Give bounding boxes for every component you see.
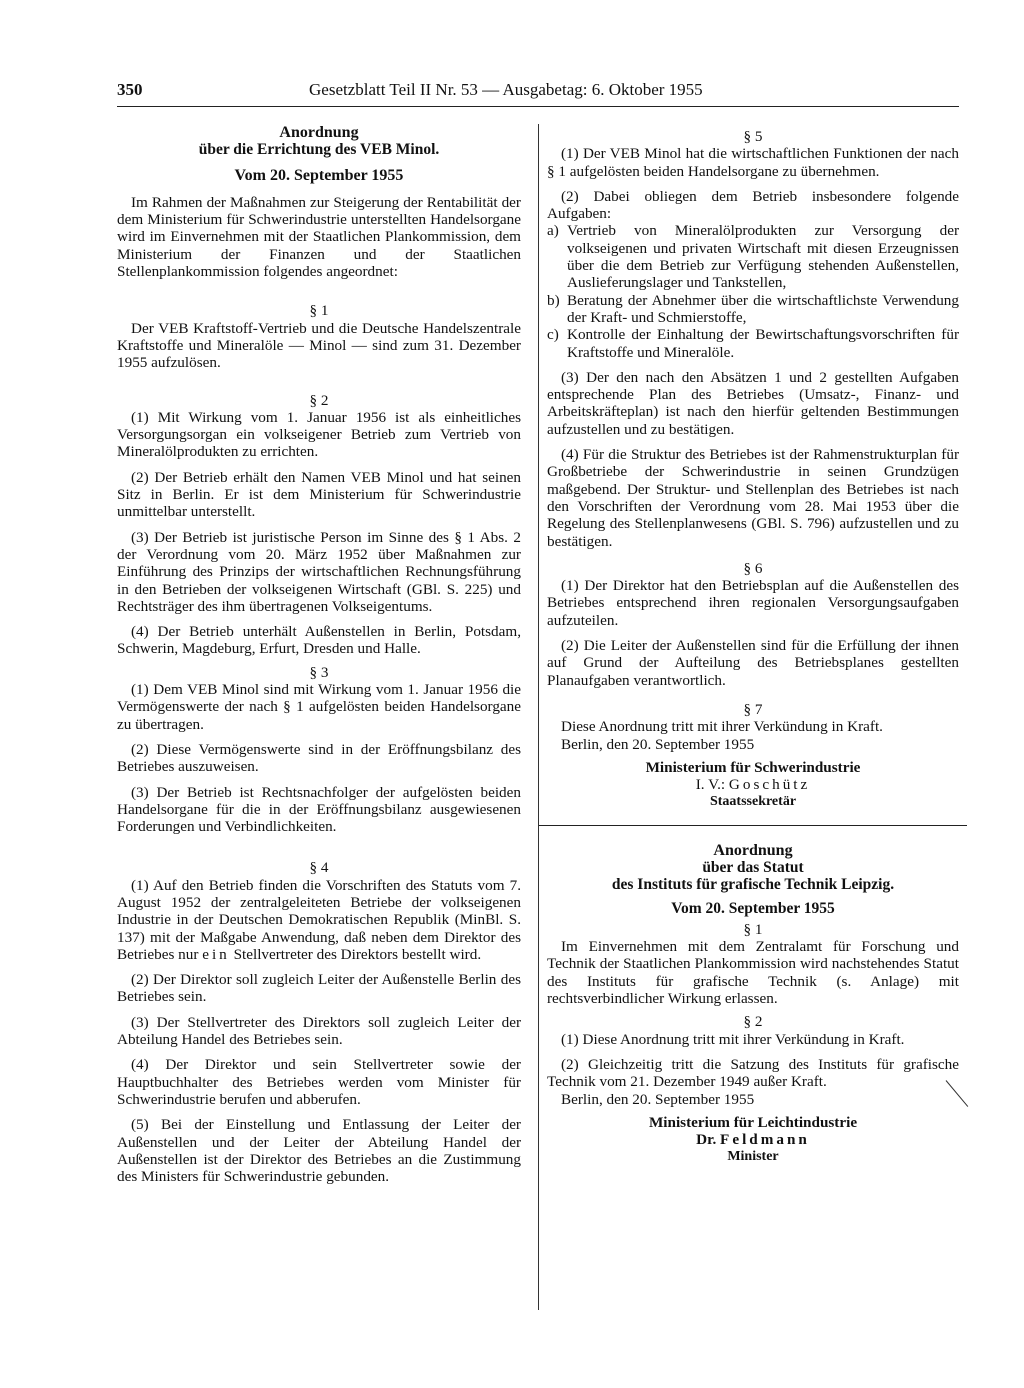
paragraph: (1) Auf den Betrieb finden die Vorschriften des Statuts vom 7. August 1952 der zentralgeleiteten Betriebe der volkseigenen Industrie in der Deutschen Demokratischen Republik (MinBl. S. 137) mit der Maßgabe Anwendung, daß neben dem Direktor des Betriebes nur ein Stellvertreter des Direktors bestellt wird. (117, 876, 521, 963)
paragraph: (1) Mit Wirkung vom 1. Januar 1956 ist als einheitliches Versorgungsorgan ein volkseigener Betrieb zum Vertrieb von Mineralölprodukten zu errichten. (117, 408, 521, 461)
paragraph: (4) Der Direktor und sein Stellvertreter sowie der Hauptbuchhalter des Betriebes werden vom Minister für Schwerindustrie berufen und abberufen. (117, 1056, 521, 1108)
paragraph: (2) Der Betrieb erhält den Namen VEB Minol und hat seinen Sitz in Berlin. Er ist dem Ministerium für Schwerindustrie unmittelbar unterstellt. (117, 468, 521, 521)
paragraph: (3) Der den nach den Absätzen 1 und 2 gestellten Aufgaben entsprechende Plan des Betriebes (Umsatz-, Finanz- und Arbeitskräfteplan) ist nach den hierfür geltenden Bestimmungen aufzustellen und zu bestätigen. (547, 368, 959, 438)
list-item: a) Vertrieb von Mineralölprodukten zur Versorgung der volkseigenen und privaten Wirtschaft mit diesen Erzeugnissen über die dem Betrieb zur Verfügung stehenden Außenstellen, Auslieferungslager und Tankstellen, (547, 222, 959, 292)
header-rule (117, 106, 959, 107)
right-column (547, 124, 959, 1166)
paragraph: (2) Diese Vermögenswerte sind in der Eröffnungsbilanz des Betriebes auszuweisen. (117, 740, 521, 776)
paragraph: (1) Der Direktor hat den Betriebsplan auf die Außenstellen des Betriebes entsprechend ihren regionalen Versorgungsaufgaben aufzuteilen. (547, 577, 959, 629)
ordinance-subject-line2: des Instituts für grafische Technik Leipzig. (611, 876, 895, 894)
paragraph: (1) Der VEB Minol hat die wirtschaftlichen Funktionen der nach § 1 aufgelösten beiden Handelsorgane zu übernehmen. (547, 145, 959, 180)
signer: I. V.: Goschütz (695, 776, 811, 794)
preamble: Im Rahmen der Maßnahmen zur Steigerung der Rentabilität der dem Ministerium für Schwerindustrie unterstellten Handelsorgane wird im Einvernehmen mit der Staatlichen Plankommission, dem Ministerium der Finanzen und der Staatlichen Stellenplankommission folgendes angeordnet: (117, 193, 521, 281)
paragraph: (4) Für die Struktur des Betriebes ist der Rahmenstrukturplan für Großbetriebe der Schwerindustrie in seinen Grundzügen maßgebend. Der Struktur- und Stellenplan des Betriebes ist nach den Vorschriften der Verordnung vom 28. Mai 1953 über die Regelung des Stellenplanwesens (GBl. S. 796) aufzustellen und zu bestätigen. (547, 446, 959, 550)
paragraph: (1) Diese Anordnung tritt mit ihrer Verkündung in Kraft. (561, 1030, 905, 1048)
section-heading: § 6 (743, 559, 763, 577)
ministry: Ministerium für Schwerindustrie (645, 758, 861, 776)
paragraph: (2) Gleichzeitig tritt die Satzung des Instituts für grafische Technik vom 21. Dezember 1949 außer Kraft. (547, 1055, 959, 1091)
ordinance-date: Vom 20. September 1955 (671, 899, 835, 917)
list-label: a) (547, 222, 559, 240)
section-heading: § 1 (309, 302, 329, 320)
paragraph: (3) Der Betrieb ist juristische Person im Sinne des § 1 Abs. 2 der Verordnung vom 20. März 1952 über Maßnahmen zur Einführung des Prinzips der wirtschaftlichen Rechnungsführung in den Betrieben der volkseigenen Wirtschaft (GBl. S. 225) und Rechtsträger des ihm übertragenen Volkseigentums. (117, 528, 521, 615)
section-heading: § 3 (309, 663, 329, 681)
page-number: 350 (117, 80, 143, 99)
ordinance-subject: über das Statut (702, 858, 804, 876)
section-heading: § 2 (309, 391, 329, 409)
place-date: Berlin, den 20. September 1955 (561, 735, 755, 753)
signer-role: Minister (727, 1149, 779, 1165)
paragraph: (1) Dem VEB Minol sind mit Wirkung vom 1. Januar 1956 die Vermögenswerte der nach § 1 aufgelösten beiden Handelsorgane zu übertragen. (117, 681, 521, 733)
paragraph: (5) Bei der Einstellung und Entlassung der Leiter der Außenstellen und der Leiter der Abteilung Handel der Außenstellen ist der Direktor des Betriebes an die Zustimmung des Ministers für Schwerindustrie gebunden. (117, 1116, 521, 1186)
paragraph: (2) Die Leiter der Außenstellen sind für die Erfüllung der ihnen auf Grund der Aufteilung des Betriebsplanes gestellten Planaufgaben verantwortlich. (547, 637, 959, 689)
paragraph: Im Einvernehmen mit dem Zentralamt für Forschung und Technik der Staatlichen Plankommission wird nachstehendes Statut des Instituts für grafische Technik (s. Anlage) mit rechtsverbindlicher Wirkung erlassen. (547, 938, 959, 1008)
column-divider (538, 124, 539, 1310)
list-item: c) Kontrolle der Einhaltung der Bewirtschaftungsvorschriften für Kraftstoffe und Mineralöle. (547, 326, 959, 361)
section-heading: § 5 (743, 128, 763, 145)
paragraph: Der VEB Kraftstoff-Vertrieb und die Deutsche Handelszentrale Kraftstoffe und Mineralöle — Minol — sind zum 31. Dezember 1955 aufzulösen. (117, 319, 521, 372)
section-heading: § 4 (309, 859, 329, 877)
paragraph: Diese Anordnung tritt mit ihrer Verkündung in Kraft. (561, 718, 883, 736)
signer: Dr. Feldmann (696, 1131, 810, 1149)
list-label: c) (547, 326, 559, 344)
paragraph: (3) Der Betrieb ist Rechtsnachfolger der aufgelösten beiden Handelsorgane für die in der Eröffnungsbilanz ausgewiesenen Forderungen und Verbindlichkeiten. (117, 783, 521, 836)
list-label: b) (547, 291, 560, 309)
ordinance-subject: über die Errichtung des VEB Minol. (198, 141, 440, 159)
left-column (117, 124, 521, 1185)
ordinance-date: Vom 20. September 1955 (234, 166, 404, 184)
ordinance-title: Anordnung (713, 841, 793, 859)
ministry: Ministerium für Leichtindustrie (648, 1113, 858, 1131)
paragraph: (3) Der Stellvertreter des Direktors soll zugleich Leiter der Abteilung Handel des Betriebes sein. (117, 1013, 521, 1049)
spaced-emphasis: ein (202, 945, 230, 963)
paragraph: (2) Dabei obliegen dem Betrieb insbesondere folgende Aufgaben: (547, 187, 959, 223)
section-heading: § 7 (743, 700, 763, 718)
paragraph: (4) Der Betrieb unterhält Außenstellen in Berlin, Potsdam, Schwerin, Magdeburg, Erfurt, Dresden und Halle. (117, 623, 521, 658)
section-heading: § 2 (743, 1013, 763, 1031)
running-title: Gesetzblatt Teil II Nr. 53 — Ausgabetag: 6. Oktober 1955 (309, 80, 703, 99)
place-date: Berlin, den 20. September 1955 (561, 1090, 755, 1108)
section-separator (539, 825, 967, 826)
paragraph: (2) Der Direktor soll zugleich Leiter der Außenstelle Berlin des Betriebes sein. (117, 971, 521, 1006)
section-heading: § 1 (743, 920, 763, 938)
ordinance-title: Anordnung (279, 124, 359, 141)
signer-role: Staatssekretär (709, 794, 797, 810)
list-item: b) Beratung der Abnehmer über die wirtschaftlichste Verwendung der Kraft- und Schmierstoffe, (547, 291, 959, 326)
